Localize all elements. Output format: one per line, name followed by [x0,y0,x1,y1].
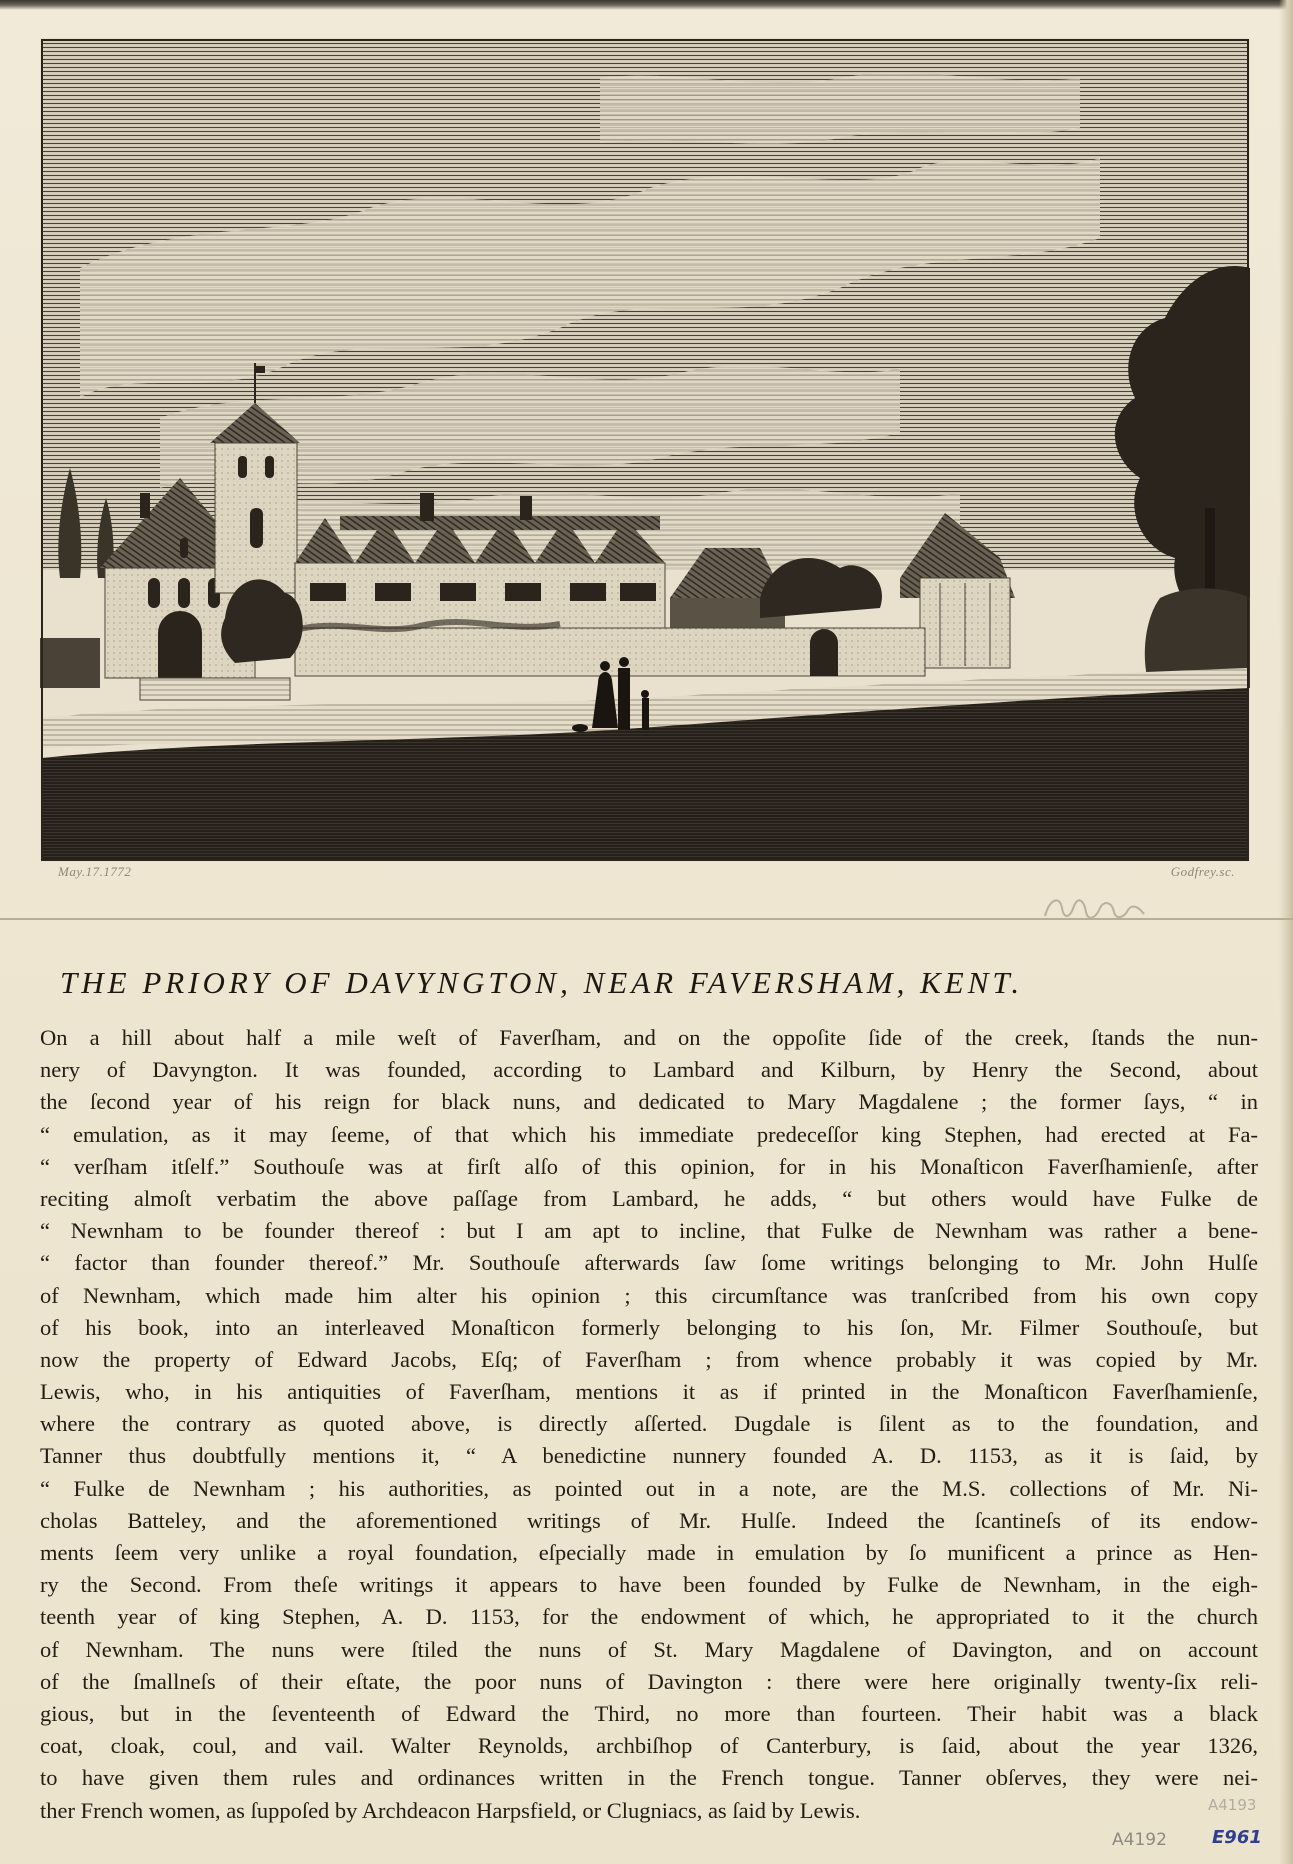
chapel-window [178,578,190,608]
text-line: of Newnham. The nuns were ſtiled the nuns of St. Mary Magdalene of Davington, and on account [40,1636,1258,1662]
scan-right-edge [1279,0,1293,1864]
tower-window [250,508,263,548]
priory-engraving [40,38,1250,862]
text-line: now the property of Edward Jacobs, Eſq; of Faverſham ; from whence probably it was copied by Mr. [40,1346,1258,1372]
text-line: the ſecond year of his reign for black nuns, and dedicated to Mary Magdalene ; the former ſays, “ in [40,1089,1258,1115]
range-window [440,583,476,601]
plate-date-caption: May.17.1772 [58,864,132,879]
chimney [140,493,150,518]
page-title: THE PRIORY OF DAVYNGTON, NEAR FAVERSHAM, KENT. [60,965,1024,1000]
text-line: reciting almoſt verbatim the above paſſage from Lambard, he adds, “ but others would have Fulke de [40,1185,1258,1211]
range-window [310,583,346,601]
range-window [620,583,656,601]
text-line: ther French women, as ſuppoſed by Archdeacon Harpsfield, or Clugniacs, as ſaid by Lewis. [40,1797,861,1823]
body-text [40,1022,1258,1827]
scan-top-edge [0,0,1293,10]
fence [40,638,100,688]
text-line: “ verſham itſelf.” Southouſe was at firſt alſo of this opinion, for in his Monaſticon Faverſhamienſe, after [40,1153,1258,1179]
catalogue-number: A4192 [1112,1830,1167,1850]
faint-stamp: A4193 [1208,1796,1257,1814]
dog [572,724,588,732]
text-line: of Newnham, which made him alter his opinion ; this circumſtance was tranſcribed from his own copy [40,1282,1258,1308]
wall-gateway [810,629,838,676]
text-line: On a hill about half a mile weſt of Faverſham, and on the oppoſite ſide of the creek, ſtands the nun- [40,1025,1258,1050]
chimney [420,493,434,521]
inventory-code: E961 [1212,1827,1262,1848]
text-line: teenth year of king Stephen, A. D. 1153, for the endowment of which, he appropriated to it the church [40,1604,1258,1630]
fence [140,678,290,700]
tower-window [265,456,274,478]
text-line: of his book, into an interleaved Monaſticon formerly belonging to his ſon, Mr. Filmer Southouſe, but [40,1314,1258,1340]
cloud [600,73,1080,144]
text-line: nery of Davyngton. It was founded, according to Lambard and Kilburn, by Henry the Second, about [40,1057,1258,1083]
range-window [505,583,541,601]
chapel-window [180,538,188,558]
chimney [520,496,532,520]
engraver-caption: Godfrey.sc. [1170,864,1235,879]
text-line: “ emulation, as it may ſeeme, of that which his immediate predeceſſor king Stephen, had erected at Fa- [40,1121,1258,1147]
text-line: ry the Second. From theſe writings it appears to have been founded by Fulke de Newnham, in the eigh- [40,1572,1258,1598]
text-line: to have given them rules and ordinances written in the French tongue. Tanner obſerves, they were nei- [40,1765,1258,1791]
text-line: “ Newnham to be founder thereof : but I am apt to incline, that Fulke de Newnham was rather a bene- [40,1218,1258,1244]
text-line: Lewis, who, in his antiquities of Faverſham, mentions it as if printed in the Monaſticon Faverſhamienſe, [40,1379,1258,1405]
pencil-scribble [1040,888,1150,928]
text-line: “ Fulke de Newnham ; his authorities, as pointed out in a note, are the M.S. collections of Mr. Ni- [40,1475,1258,1501]
text-line: of the ſmallneſs of their eſtate, the poor nuns of Davington : there were here originally twenty-ſix reli- [40,1668,1258,1694]
range-window [570,583,606,601]
text-line: ments ſeem very unlike a royal foundation, eſpecially made in emulation by ſo munificent a prince as Hen- [40,1540,1258,1565]
text-line: cholas Batteley, and the aforementioned writings of Mr. Hulſe. Indeed the ſcantineſs of its endow- [40,1507,1258,1533]
tower-window [238,456,247,478]
text-line: “ factor than founder thereof.” Mr. Southouſe afterwards ſaw ſome writings belonging to Mr. John Hulſe [40,1250,1258,1276]
chapel-door [158,611,202,678]
text-line: where the contrary as quoted above, is directly aſſerted. Dugdale is ſilent as to the foundation, and [40,1411,1258,1437]
figure [642,698,649,730]
text-line: gious, but in the ſeventeenth of Edward the Third, no more than fourteen. Their habit was a black [40,1700,1258,1726]
text-line: coat, cloak, coul, and vail. Walter Reynolds, archbiſhop of Canterbury, is ſaid, about the year 1326, [40,1733,1258,1759]
range-window [375,583,411,601]
figure [618,668,630,730]
text-line: Tanner thus doubtfully mentions it, “ A benedictine nunnery founded A. D. 1153, as it is ſaid, by [40,1443,1258,1469]
chapel-window [148,578,160,608]
